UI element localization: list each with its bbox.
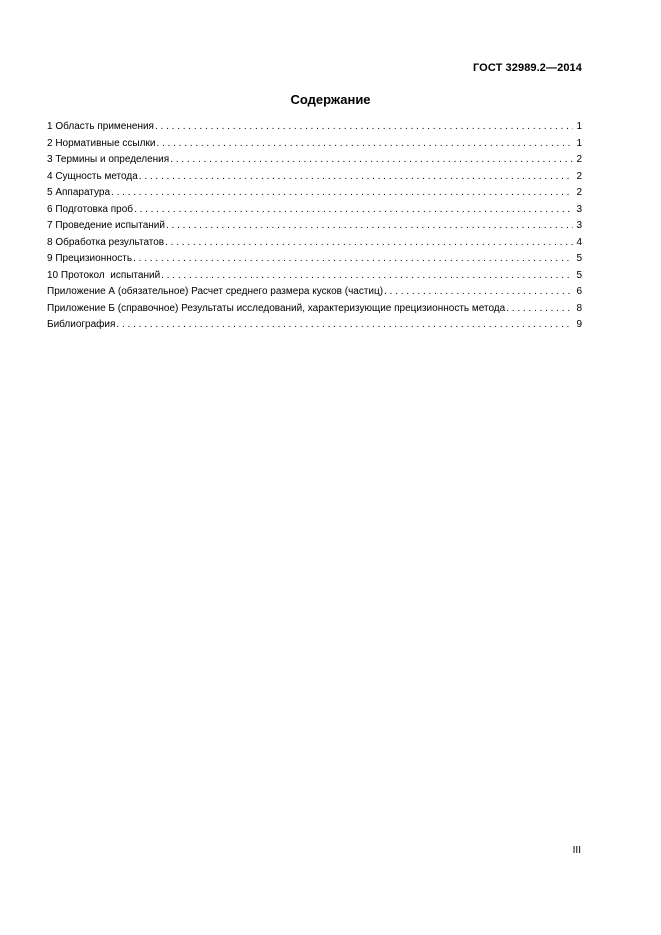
toc-entry[interactable]	[47, 301, 582, 318]
toc-entry[interactable]	[47, 317, 582, 334]
page-number: III	[572, 845, 581, 856]
toc-entry[interactable]	[47, 169, 582, 186]
toc-entry-label: Библиография	[47, 319, 116, 330]
toc-entry[interactable]	[47, 218, 582, 235]
toc-entry-label: 3 Термины и определения	[47, 154, 170, 165]
toc-entry-page: 2	[576, 187, 582, 198]
toc-entry[interactable]	[47, 284, 582, 301]
toc-entry-page: 9	[576, 319, 582, 330]
toc-entry[interactable]	[47, 251, 582, 268]
toc-dot-leader	[139, 169, 574, 186]
toc-entry-label: 4 Сущность метода	[47, 170, 138, 182]
toc-entry-label: 5 Аппаратура	[47, 187, 111, 198]
toc-dot-leader	[111, 185, 573, 202]
toc-dot-leader	[166, 218, 573, 235]
toc-entry-label: Приложение Б (справочное) Результаты исследований, характеризующие прецизионность метода	[47, 302, 506, 314]
toc-entry-page: 8	[576, 302, 582, 314]
toc-entry-page: 2	[576, 154, 582, 165]
toc-entry[interactable]	[47, 202, 582, 219]
toc-entry-page: 5	[576, 269, 582, 281]
toc-dot-leader	[506, 301, 573, 318]
toc-entry-label: 10 Протокол испытаний	[47, 269, 161, 281]
toc-entry-page: 5	[576, 253, 582, 264]
toc-entry[interactable]	[47, 235, 582, 252]
toc-entry-page: 4	[576, 236, 582, 248]
toc-entry[interactable]	[47, 119, 582, 136]
toc-dot-leader	[116, 317, 573, 334]
toc-entry-label: 7 Проведение испытаний	[47, 220, 165, 231]
toc-dot-leader	[134, 202, 573, 219]
toc-entry-page: 6	[576, 286, 582, 297]
toc-dot-leader	[133, 251, 573, 268]
toc-dot-leader	[170, 152, 573, 169]
page-title: Содержание	[290, 92, 371, 107]
toc-dot-leader	[156, 136, 573, 153]
table-of-contents	[47, 119, 582, 334]
document-code: ГОСТ 32989.2—2014	[472, 62, 582, 74]
toc-entry[interactable]	[47, 152, 582, 169]
toc-entry-page: 2	[576, 170, 582, 182]
toc-entry-label: Приложение А (обязательное) Расчет среднего размера кусков (частиц)	[47, 286, 384, 297]
toc-dot-leader	[165, 235, 573, 252]
toc-entry-label: 9 Прецизионность	[47, 253, 133, 264]
toc-dot-leader	[155, 119, 573, 136]
toc-entry-label: 2 Нормативные ссылки	[47, 137, 156, 149]
toc-entry[interactable]	[47, 268, 582, 285]
toc-entry-label: 1 Область применения	[47, 121, 154, 132]
toc-dot-leader	[384, 284, 573, 301]
toc-entry-label: 8 Обработка результатов	[47, 236, 165, 248]
toc-entry-page: 3	[576, 220, 582, 231]
toc-entry[interactable]	[47, 136, 582, 153]
toc-entry-label: 6 Подготовка проб	[47, 203, 134, 215]
toc-entry-page: 3	[576, 203, 582, 215]
toc-entry[interactable]	[47, 185, 582, 202]
toc-dot-leader	[161, 268, 573, 285]
toc-entry-page: 1	[576, 137, 582, 149]
toc-entry-page: 1	[576, 121, 582, 132]
